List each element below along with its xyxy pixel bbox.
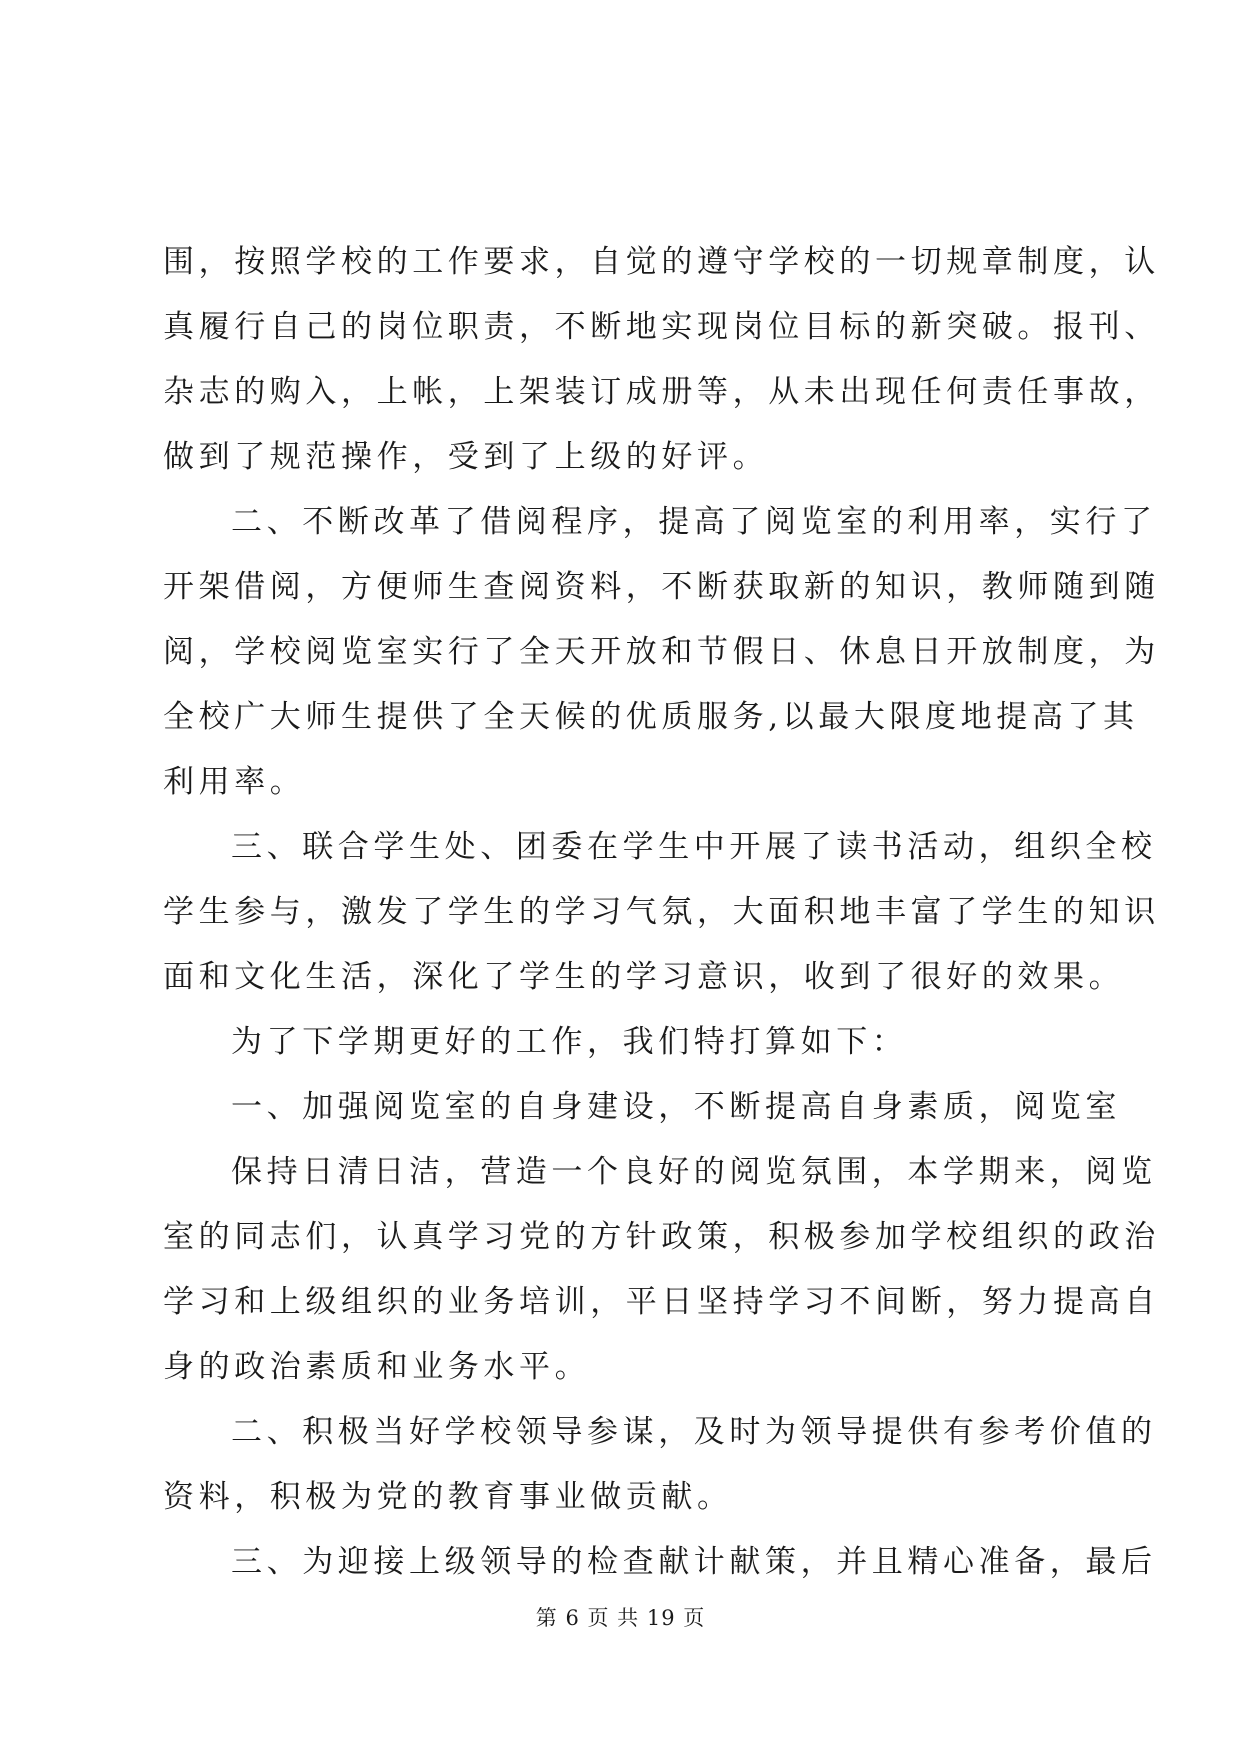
text-line: 开架借阅，方便师生查阅资料，不断获取新的知识，教师随到随: [163, 569, 1160, 605]
text-line: 阅，学校阅览室实行了全天开放和节假日、休息日开放制度，为: [163, 634, 1160, 670]
page-number-footer: 第 6 页 共 19 页: [535, 1606, 706, 1630]
text-line: 做到了规范操作，受到了上级的好评。: [163, 439, 769, 475]
text-line: 学习和上级组织的业务培训，平日坚持学习不间断，努力提高自: [163, 1284, 1160, 1320]
text-line: 面和文化生活，深化了学生的学习意识，收到了很好的效果。: [163, 959, 1125, 995]
text-line: 二、积极当好学校领导参谋，及时为领导提供有参考价值的: [231, 1414, 1157, 1450]
text-line: 一、加强阅览室的自身建设，不断提高自身素质，阅览室: [231, 1089, 1121, 1125]
text-line: 杂志的购入，上帐，上架装订成册等，从未出现任何责任事故，: [163, 374, 1160, 410]
text-line: 学生参与，激发了学生的学习气氛，大面积地丰富了学生的知识: [163, 894, 1160, 930]
text-line: 真履行自己的岗位职责，不断地实现岗位目标的新突破。报刊、: [163, 309, 1160, 345]
text-line: 二、不断改革了借阅程序，提高了阅览室的利用率，实行了: [231, 504, 1157, 540]
text-line: 为了下学期更好的工作，我们特打算如下：: [231, 1024, 908, 1060]
text-line: 围，按照学校的工作要求，自觉的遵守学校的一切规章制度，认: [163, 244, 1160, 280]
text-line: 全校广大师生提供了全天候的优质服务,以最大限度地提高了其: [163, 699, 1139, 735]
text-line: 资料，积极为党的教育事业做贡献。: [163, 1479, 733, 1515]
text-line: 三、联合学生处、团委在学生中开展了读书活动，组织全校: [231, 829, 1157, 865]
text-line: 三、为迎接上级领导的检查献计献策，并且精心准备，最后: [231, 1544, 1157, 1580]
document-body: [163, 230, 1160, 1595]
text-line: 利用率。: [163, 764, 306, 800]
text-line: 身的政治素质和业务水平。: [163, 1349, 591, 1385]
text-line: 保持日清日洁，营造一个良好的阅览氛围，本学期来，阅览: [231, 1154, 1157, 1190]
text-line: 室的同志们，认真学习党的方针政策，积极参加学校组织的政治: [163, 1219, 1160, 1255]
